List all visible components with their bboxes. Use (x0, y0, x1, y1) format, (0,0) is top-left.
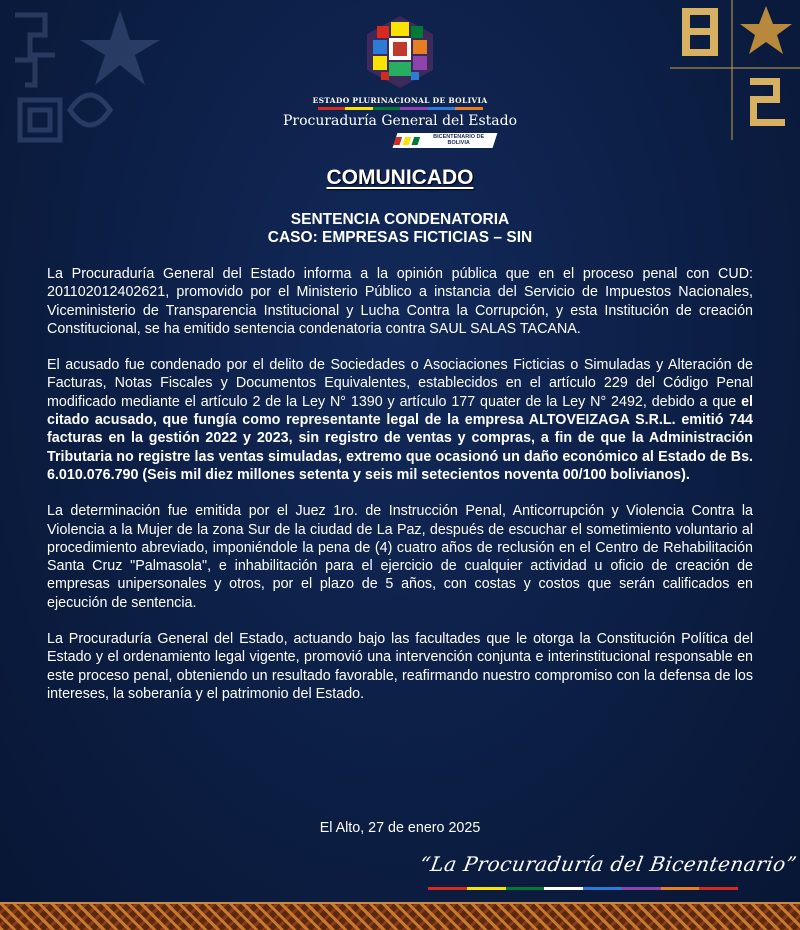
slogan: “La Procuraduría del Bicentenario” (417, 852, 799, 876)
paragraph-3: La determinación fue emitida por el Juez 1ro. de Instrucción Penal, Anticorrupción y Violencia Contra la Violencia a la Mujer de la zona Sur de la ciudad de La Paz, después de escuchar el sometimiento voluntario al procedimiento abreviado, imponiéndole la pena de (4) cuatro años de reclusión en el Centro de Rehabilitación Santa Cruz "Palmasola", e inhabilitación para el ejercicio de cualquier actividad u oficio de creación de empresas unipersonales y otros, por el plazo de 5 años, con costas y costos que serán calificados en ejecución de sentencia. (47, 503, 753, 611)
woven-border-decoration (0, 902, 800, 930)
dateline: El Alto, 27 de enero 2025 (319, 820, 481, 836)
subtitle-line-1: SENTENCIA CONDENATORIA (290, 211, 510, 228)
paragraph-2-bold: el citado acusado, que fungía como representante legal de la empresa ALTOVEIZAGA S.R.L. emitió 744 facturas en la gestión 2022 y 2023, sin registro de ventas y compras, a fin de que la Administración Tributaria no registre las ventas simuladas, extremo que ocasionó un daño económico al Estado de Bs. 6.010.076.790 (Seis mil diez millones setenta y seis mil setecientos noventa 00/100 bolivianos). (47, 393, 753, 483)
bicentennial-badge (393, 133, 498, 148)
subtitle-line-2: CASO: EMPRESAS FICTICIAS – SIN (267, 229, 533, 246)
communique-body (47, 265, 753, 721)
bicentennial-label: BICENTENARIO DE BOLIVIA (432, 134, 484, 146)
paragraph-2 (47, 356, 753, 484)
paragraph-1: La Procuraduría General del Estado informa a la opinión pública que en el proceso penal con CUD: 201102012402621, promovido por el Ministerio Público a instancia del Servicio de Impuestos Nacionales, Viceministerio de Transparencia Institucional y Lucha Contra la Corrupción, y esta Institución de creación Constitucional, se ha emitido sentencia condenatoria contra SAUL SALAS TACANA. (47, 266, 753, 337)
paragraph-4: La Procuraduría General del Estado, actuando bajo las facultades que le otorga la Constitución Política del Estado y el ordenamiento legal vigente, promovió una intervención conjunta e interinstitucional responsable en este proceso penal, obteniendo un resultado favorable, reafirmando nuestro compromiso con la defensa de los intereses, la soberanía y el patrimonio del Estado. (47, 631, 753, 702)
institution-name: Procuraduría General del Estado (282, 113, 518, 129)
header (0, 12, 800, 148)
header-color-bar (318, 107, 483, 110)
paragraph-2-text: El acusado fue condenado por el delito de Sociedades o Asociaciones Ficticias o Simuladas y Alteración de Facturas, Notas Fiscales y Documentos Equivalentes, establecidos en el artículo 229 del Código Penal modificado mediante el artículo 2 de la Ley N° 1390 y artículo 177 quater de la Ley N° 2492, debido a que (47, 357, 753, 410)
page-title: COMUNICADO (326, 166, 474, 189)
procuraduria-emblem-icon (355, 12, 445, 92)
state-name: ESTADO PLURINACIONAL DE BOLIVIA (312, 96, 488, 105)
subtitle (0, 211, 800, 247)
slogan-color-bar (428, 887, 738, 890)
